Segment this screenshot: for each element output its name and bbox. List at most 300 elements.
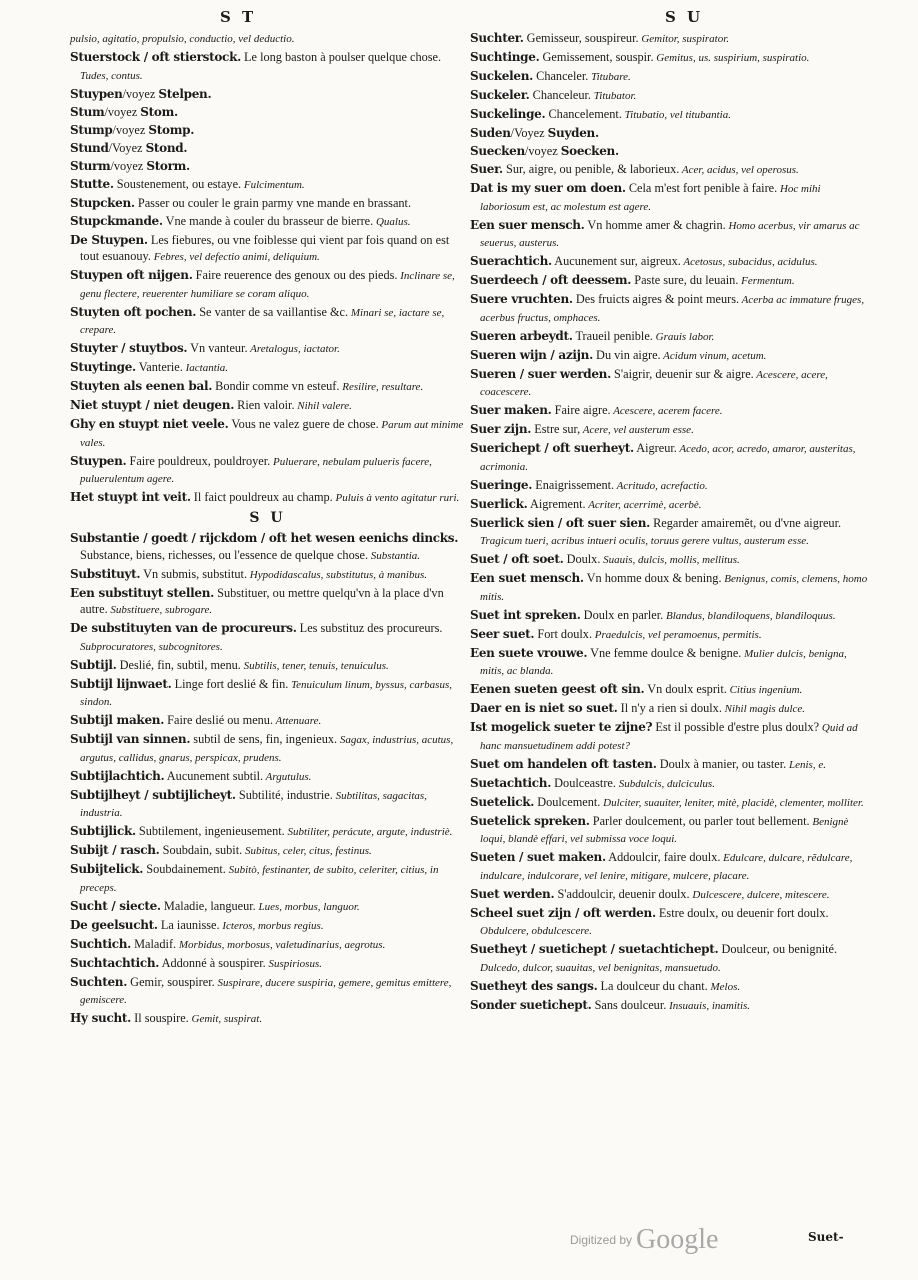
entry-latin: Blandus, blandiloquens, blandiloquus. xyxy=(663,609,836,622)
dictionary-entry xyxy=(470,217,870,252)
entry-headword: Het stuypt int veit. xyxy=(70,490,191,504)
dictionary-entry xyxy=(470,125,870,142)
dictionary-entry xyxy=(470,645,870,680)
entry-french: Doulceur, ou benignité. xyxy=(718,942,838,956)
entry-headword: Stuyter / stuytbos. xyxy=(70,341,188,355)
section-heading: S U xyxy=(249,509,286,526)
entry-latin: Puluis à vento agitatur ruri. xyxy=(332,492,460,504)
entry-headword: Suetachtich. xyxy=(470,775,552,790)
entry-latin: Icteros, morbus regius. xyxy=(219,919,324,932)
google-logo: Google xyxy=(636,1224,719,1255)
entry-headword: Scheel suet zijn / oft werden. xyxy=(470,905,656,920)
entry-french: Chancelement. xyxy=(545,107,622,121)
entry-french: Fort doulx. xyxy=(534,626,593,641)
entry-headword: Subtijl maken. xyxy=(70,713,165,727)
entry-latin: Citius ingenium. xyxy=(726,684,803,696)
entry-latin: Gemitor, suspirator. xyxy=(638,33,730,45)
entry-french: Vne mande à couler du brasseur de bierre. xyxy=(162,213,374,228)
entry-french: Maladif. xyxy=(131,936,177,951)
entry-latin: Insuauis, inamitis. xyxy=(666,999,751,1012)
entry-headword: Suet werden. xyxy=(470,886,555,901)
entry-latin: Attenuare. xyxy=(273,715,322,727)
entry-headword: Stutte. xyxy=(70,176,114,191)
entry-headword: Suchtich. xyxy=(70,936,132,951)
dictionary-entry xyxy=(70,122,465,139)
entry-headword: Suetelick. xyxy=(470,794,535,809)
entry-french: Vn doulx esprit. xyxy=(644,682,727,696)
entry-french: Se vanter de sa vaillantise &c. xyxy=(196,304,349,319)
entry-french: Parler doulcement, ou parler tout bellement. xyxy=(589,813,810,828)
entry-latin: Subdulcis, dulciculus. xyxy=(615,777,715,790)
dictionary-entry xyxy=(470,775,870,793)
right-column xyxy=(470,30,870,1016)
dictionary-entry xyxy=(470,402,870,420)
entry-french: Doulx. xyxy=(563,552,601,566)
dictionary-entry xyxy=(70,86,465,103)
dictionary-entry xyxy=(470,30,870,48)
entry-french: /voyez xyxy=(122,86,159,101)
entry-french: Soustenement, ou estaye. xyxy=(113,176,242,191)
entry-french: Vn submis, substitut. xyxy=(140,566,248,581)
entry-latin: Resilire, resultare. xyxy=(339,381,424,393)
dictionary-entry xyxy=(470,253,870,271)
entry-latin: Dulciter, suauiter, leniter, mitè, placidè, clementer, molliter. xyxy=(600,796,864,809)
entry-headword: Sueten / suet maken. xyxy=(470,850,606,864)
entry-french: Faire aigre. xyxy=(551,403,611,417)
entry-latin: Tragicum tueri, acribus intueri oculis, toruus gerere vultus, austerum esse. xyxy=(480,535,809,547)
entry-french: Est il possible d'estre plus doulx? xyxy=(652,720,820,734)
running-head-left: S T xyxy=(220,8,257,26)
entry-latin: Acriter, acerrimè, acerbè. xyxy=(585,498,702,511)
entry-latin: Titubare. xyxy=(588,71,631,83)
dictionary-entry xyxy=(470,886,870,904)
entry-latin: Homo acerbus, vir amarus ac seuerus, austerus. xyxy=(480,219,860,249)
entry-headword: Seer suet. xyxy=(470,626,535,641)
entry-french: Maladie, langueur. xyxy=(160,898,256,913)
entry-latin: Mulier dulcis, benigna, mitis, ac blanda. xyxy=(480,647,847,677)
entry-latin: Iactantia. xyxy=(182,362,229,374)
dictionary-entry xyxy=(70,585,465,619)
entry-french: Doulx en parler. xyxy=(580,607,664,622)
dictionary-entry xyxy=(70,104,465,121)
entry-latin: Subitò, festinanter, de subito, celeriter, citius, in preceps. xyxy=(80,864,439,894)
dictionary-entry xyxy=(470,700,870,718)
dictionary-entry xyxy=(470,49,870,67)
entry-latin: Minari se, iactare se, crepare. xyxy=(80,306,445,336)
entry-headword: Suet / oft soet. xyxy=(470,552,564,566)
dictionary-entry xyxy=(470,607,870,625)
entry-headword: Stuyten als eenen bal. xyxy=(70,379,213,393)
entry-headword: Suetheyt des sangs. xyxy=(470,978,598,993)
entry-headword: Subtijl van sinnen. xyxy=(70,732,191,746)
dictionary-entry xyxy=(470,421,870,439)
dictionary-entry xyxy=(470,180,870,215)
entry-french: Vn homme doux & bening. xyxy=(583,571,722,585)
entry-crossref: Storm. xyxy=(146,158,190,173)
dictionary-entry xyxy=(70,898,465,916)
entry-latin: Acedo, acor, acredo, amaror, austeritas, acrimonia. xyxy=(480,443,856,473)
entry-headword: Subtijlick. xyxy=(70,824,136,838)
entry-headword: Stuyten oft pochen. xyxy=(70,304,197,319)
left-column xyxy=(70,30,465,1029)
dictionary-entry xyxy=(70,530,465,564)
entry-french: Bondir comme vn esteuf. xyxy=(212,379,340,393)
entry-latin: Tenuiculum linum, byssus, carbasus, sindon. xyxy=(80,678,452,708)
entry-latin: Suspirare, ducere suspiria, gemere, gemitus emittere, gemiscere. xyxy=(80,976,452,1006)
entry-latin: Subprocuratores, subcognitores. xyxy=(80,640,223,653)
entry-french: Traueil penible. xyxy=(572,328,653,343)
entry-headword: Suetheyt / suetichept / suetachtichept. xyxy=(470,942,719,956)
entry-latin: Aretalogus, iactator. xyxy=(247,343,340,355)
entry-headword: Niet stuypt / niet deugen. xyxy=(70,398,235,412)
dictionary-entry xyxy=(70,397,465,415)
dictionary-entry xyxy=(70,566,465,584)
entry-french: La iaunisse. xyxy=(157,917,220,932)
entry-headword: Sueren / suer werden. xyxy=(470,366,611,381)
dictionary-entry xyxy=(470,68,870,86)
entry-headword: Subijt / rasch. xyxy=(70,843,160,857)
entry-headword: Stuypen xyxy=(70,86,123,101)
entry-headword: Substantie / goedt / rijckdom / oft het wesen eenichs dincks. xyxy=(70,531,459,545)
dictionary-entry xyxy=(70,140,465,157)
entry-latin: Subtilitas, sagacitas, industria. xyxy=(80,789,427,819)
dictionary-entry xyxy=(70,620,465,655)
entry-headword: Suchtinge. xyxy=(470,50,540,64)
entry-french: Substance, biens, richesses, ou l'essence de quelque chose. xyxy=(80,547,369,562)
entry-latin: Acerba ac immature fruges, acerbus fructus, omphaces. xyxy=(480,294,865,324)
entry-latin: Praedulcis, vel peramoenus, permitis. xyxy=(592,628,762,641)
dictionary-entry xyxy=(70,657,465,675)
dictionary-entry xyxy=(70,676,465,711)
entry-headword: Een suet mensch. xyxy=(470,571,584,585)
entry-latin: Tudes, contus. xyxy=(80,69,143,82)
entry-headword: Suckeler. xyxy=(470,88,530,102)
dictionary-entry xyxy=(470,719,870,754)
entry-latin: Obdulcere, obdulcescere. xyxy=(480,925,592,937)
entry-headword: Suer maken. xyxy=(470,403,552,417)
entry-latin: Suspiriosus. xyxy=(265,957,322,970)
entry-latin: Subtilis, tener, tenuis, tenuiculus. xyxy=(240,659,389,672)
entry-headword: Suerachtich. xyxy=(470,254,552,268)
entry-headword: Ist mogelick sueter te zijne? xyxy=(470,720,653,734)
dictionary-entry xyxy=(70,340,465,358)
dictionary-entry xyxy=(70,768,465,786)
entry-latin: Acescere, acere, coacescere. xyxy=(480,368,828,398)
dictionary-entry xyxy=(70,267,465,302)
entry-latin: Fulcimentum. xyxy=(241,178,305,191)
google-watermark xyxy=(570,1224,718,1256)
entry-french: Estre doulx, ou deuenir fort doulx. xyxy=(655,905,829,920)
entry-headword: Stuypen. xyxy=(70,453,127,468)
entry-headword: Daer en is niet so suet. xyxy=(470,701,618,715)
dictionary-entry xyxy=(70,49,465,84)
entry-latin: Edulcare, dulcare, rẽdulcare, indulcare, indulcorare, vel lenire, mitigare, mulcere, placare. xyxy=(480,852,853,882)
entry-french: Il souspire. xyxy=(131,1011,189,1025)
entry-headword: Sueren wijn / azijn. xyxy=(470,347,593,362)
entry-french: /voyez xyxy=(104,104,141,119)
entry-headword: Subtijlheyt / subtijlicheyt. xyxy=(70,787,236,802)
entry-french: Le long baston à poulser quelque chose. xyxy=(240,50,442,64)
entry-french: Sur, aigre, ou penible, & laborieux. xyxy=(502,162,680,176)
dictionary-entry xyxy=(470,551,870,569)
entry-french: Vanterie. xyxy=(135,360,183,374)
entry-french: /Voyez xyxy=(510,126,548,140)
entry-headword: De Stuypen. xyxy=(70,232,148,247)
dictionary-entry xyxy=(470,515,870,550)
dictionary-entry xyxy=(70,195,465,212)
dictionary-entry xyxy=(470,328,870,346)
entry-french: /voyez xyxy=(112,122,149,137)
entry-latin: Benignè loqui, blandè effari, vel submissa voce loqui. xyxy=(480,815,849,845)
dictionary-entry xyxy=(70,378,465,396)
entry-french: Doulceastre. xyxy=(551,775,616,790)
entry-french: Faire reuerence des genoux ou des pieds. xyxy=(192,268,398,282)
dictionary-entry xyxy=(470,813,870,848)
entry-headword: Suchtachtich. xyxy=(70,955,160,970)
entry-latin: Titubatio, vel titubantia. xyxy=(621,109,731,121)
dictionary-entry xyxy=(70,30,465,48)
entry-french: Addonné à souspirer. xyxy=(159,955,266,970)
dictionary-entry xyxy=(70,955,465,973)
entry-french: Addoulcir, faire doulx. xyxy=(605,850,721,864)
entry-headword: De substituyten van de procureurs. xyxy=(70,621,297,635)
entry-latin: Subitus, celer, citus, festinus. xyxy=(242,845,372,857)
entry-french: Faire deslié ou menu. xyxy=(164,713,274,727)
entry-french: Aucunement subtil. xyxy=(164,768,264,783)
entry-french: Subtilité, industrie. xyxy=(235,787,333,802)
entry-french: Chanceleur. xyxy=(529,88,592,102)
dictionary-entry xyxy=(470,477,870,495)
entry-headword: Sucht / siecte. xyxy=(70,898,161,913)
entry-latin: Puluerare, nebulam pulueris facere, puluerulentum agere. xyxy=(80,455,432,485)
entry-headword: Substituyt. xyxy=(70,566,141,581)
entry-french: Subtilement, ingenieusement. xyxy=(135,824,285,838)
entry-headword: Subijtelick. xyxy=(70,862,144,876)
dictionary-entry xyxy=(470,756,870,774)
entry-french: Faire pouldreux, pouldroyer. xyxy=(126,453,271,468)
running-head-right: S U xyxy=(665,8,704,26)
entry-french: Soubdainement. xyxy=(143,862,226,876)
entry-french: Du vin aigre. xyxy=(592,347,661,362)
entry-headword: Sueringe. xyxy=(470,477,533,492)
dictionary-entry xyxy=(70,974,465,1009)
entry-french: Vous ne valez guere de chose. xyxy=(228,417,379,431)
entry-headword: Stuerstock / oft stierstock. xyxy=(70,50,241,64)
entry-headword: Suer. xyxy=(470,162,503,176)
entry-crossref: Stelpen. xyxy=(158,86,212,101)
entry-latin: Qualus. xyxy=(373,215,411,228)
dictionary-entry xyxy=(470,626,870,644)
entry-headword: Een substituyt stellen. xyxy=(70,585,215,600)
entry-latin: Lues, morbus, languor. xyxy=(255,900,360,913)
entry-french: Il n'y a rien si doulx. xyxy=(617,701,722,715)
entry-french: Substituer, ou mettre quelqu'vn à la place d'vn autre. xyxy=(80,585,444,616)
entry-headword: Suecken xyxy=(470,144,525,158)
dictionary-entry xyxy=(470,440,870,475)
entry-french: Gemir, souspirer. xyxy=(127,974,215,989)
entry-french: Deslié, fin, subtil, menu. xyxy=(116,657,241,672)
entry-latin: Substituere, subrogare. xyxy=(107,604,213,616)
entry-french: La doulceur du chant. xyxy=(597,978,708,993)
entry-headword: Ghy en stuypt niet veele. xyxy=(70,417,229,431)
entry-headword: Suet int spreken. xyxy=(470,607,581,622)
dictionary-entry xyxy=(70,861,465,896)
entry-french: Passer ou couler le grain parmy vne mande en brassant. xyxy=(134,195,412,210)
dictionary-entry xyxy=(470,794,870,812)
dictionary-entry xyxy=(470,849,870,884)
entry-headword: Stuytinge. xyxy=(70,360,136,374)
dictionary-entry xyxy=(470,87,870,105)
entry-latin: Febres, vel defectio animi, deliquium. xyxy=(150,251,320,263)
entry-headword: Stump xyxy=(70,122,113,137)
dictionary-entry xyxy=(470,997,870,1015)
entry-latin: Acidum vinum, acetum. xyxy=(660,349,767,362)
entry-crossref: Stond. xyxy=(145,140,188,155)
entry-french: Aigrement. xyxy=(527,496,586,511)
entry-headword: Suckelinge. xyxy=(470,107,546,121)
entry-latin: Argutulus. xyxy=(263,770,312,783)
entry-french: Cela m'est fort penible à faire. xyxy=(625,181,778,195)
entry-french: Gemisseur, souspireur. xyxy=(523,31,639,45)
dictionary-entry xyxy=(470,143,870,160)
entry-headword: Suckelen. xyxy=(470,69,534,83)
entry-latin: Subtiliter, perácute, argute, industriè. xyxy=(284,826,453,838)
dictionary-entry xyxy=(470,347,870,365)
entry-headword: Suetelick spreken. xyxy=(470,813,590,828)
entry-latin: Quid ad hanc mansuetudinem addi potest? xyxy=(480,722,858,752)
entry-headword: Suden xyxy=(470,126,511,140)
entry-headword: Suerichept / oft suerheyt. xyxy=(470,441,634,455)
entry-french: Les fiebures, ou vne foiblesse qui vient par fois quand on est tout esuanouy. xyxy=(80,232,450,263)
entry-latin: Melos. xyxy=(707,980,741,993)
entry-latin: Morbidus, morbosus, valetudinarius, aegrotus. xyxy=(176,938,386,951)
entry-latin: Gemit, suspirat. xyxy=(188,1013,263,1025)
entry-french: S'aigrir, deuenir sur & aigre. xyxy=(610,366,754,381)
dictionary-entry xyxy=(70,917,465,935)
dictionary-entry xyxy=(70,359,465,377)
entry-french: subtil de sens, fin, ingenieux. xyxy=(190,732,338,746)
entry-headword: Een suer mensch. xyxy=(470,217,585,232)
dictionary-entry xyxy=(70,232,465,266)
entry-headword: Dat is my suer om doen. xyxy=(470,181,626,195)
entry-french: Vn homme amer & chagrin. xyxy=(584,217,726,232)
dictionary-entry xyxy=(70,416,465,451)
entry-french: Doulx à manier, ou taster. xyxy=(656,756,787,771)
dictionary-entry xyxy=(70,842,465,860)
entry-headword: Subtijl lijnwaet. xyxy=(70,676,172,691)
entry-french: Aigreur. xyxy=(633,441,677,455)
entry-headword: Sturm xyxy=(70,158,111,173)
entry-latin: Hypodidascalus, substitutus, à manibus. xyxy=(247,568,428,581)
entry-latin: Titubator. xyxy=(591,90,637,102)
entry-latin: Acescere, acerem facere. xyxy=(610,405,723,417)
digitized-by-label: Digitized by xyxy=(570,1233,633,1247)
entry-latin: Acere, vel austerum esse. xyxy=(580,424,694,436)
entry-french: Enaigrissement. xyxy=(532,477,615,492)
entry-headword: Eenen sueten geest oft sin. xyxy=(470,682,645,696)
catchword: Suet- xyxy=(808,1230,844,1244)
entry-latin: Fermentum. xyxy=(738,275,795,287)
entry-french: Aucunement sur, aigreux. xyxy=(551,254,681,268)
dictionary-entry xyxy=(70,712,465,730)
entry-french: Gemissement, souspir. xyxy=(539,50,654,64)
dictionary-entry xyxy=(70,489,465,507)
dictionary-entry xyxy=(70,936,465,954)
entry-headword: Suchter. xyxy=(470,31,524,45)
entry-french: /voyez xyxy=(524,144,561,158)
entry-headword: Subtijlachtich. xyxy=(70,768,165,783)
dictionary-entry xyxy=(70,213,465,231)
entry-latin: Lenis, e. xyxy=(786,758,826,771)
entry-headword: Suerlick sien / oft suer sien. xyxy=(470,515,651,530)
entry-headword: Hy sucht. xyxy=(70,1011,132,1025)
entry-latin: Parum aut minime vales. xyxy=(80,419,464,449)
entry-latin: Acer, acidus, vel operosus. xyxy=(679,164,799,176)
entry-latin: Grauis labor. xyxy=(652,330,715,343)
entry-latin: Hoc mihi laboriosum est, ac molestum est agere. xyxy=(480,183,821,213)
dictionary-entry xyxy=(470,941,870,976)
dictionary-entry xyxy=(470,905,870,940)
entry-latin: Dulcescere, dulcere, mitescere. xyxy=(689,888,830,901)
dictionary-entry xyxy=(70,823,465,841)
dictionary-entry xyxy=(70,158,465,175)
entry-headword: Stuypen oft nijgen. xyxy=(70,268,193,282)
dictionary-entry xyxy=(470,161,870,179)
entry-latin: Inclinare se, genu flectere, reuerenter humiliare se coram aliquo. xyxy=(80,270,455,300)
entry-latin: Gemitus, us. suspirium, suspiratio. xyxy=(653,52,810,64)
entry-crossref: Stomp. xyxy=(148,122,195,137)
dictionary-entry xyxy=(470,681,870,699)
entry-latin: Benignus, comis, clemens, homo mitis. xyxy=(480,573,868,603)
dictionary-entry xyxy=(70,731,465,766)
entry-french: Linge fort deslié & fin. xyxy=(171,676,289,691)
entry-headword: Stum xyxy=(70,104,105,119)
entry-french: Regarder amairemẽt, ou d'vne aigreur. xyxy=(650,515,842,530)
entry-latin: Acetosus, subacidus, acidulus. xyxy=(680,256,818,268)
entry-french: Paste sure, du leuain. xyxy=(631,273,739,287)
entry-headword: Suer zijn. xyxy=(470,422,532,436)
entry-headword: Een suete vrouwe. xyxy=(470,645,588,660)
entry-latin: Dulcedo, dulcor, suauitas, vel benignitas, mansuetudo. xyxy=(480,961,721,974)
entry-headword: Suerlick. xyxy=(470,496,528,511)
entry-headword: Subtijl. xyxy=(70,657,117,672)
entry-headword: Stupcken. xyxy=(70,195,135,210)
entry-headword: Stund xyxy=(70,140,109,155)
dictionary-entry xyxy=(470,272,870,290)
entry-latin: Sagax, industrius, acutus, argutus, callidus, gnarus, perspicax, prudens. xyxy=(80,734,454,764)
dictionary-entry xyxy=(470,366,870,401)
entry-crossref: Stom. xyxy=(140,104,178,119)
dictionary-entry xyxy=(470,978,870,996)
dictionary-entry xyxy=(70,1010,465,1028)
entry-latin: Acritudo, acrefactio. xyxy=(614,479,708,492)
entry-french: Vn vanteur. xyxy=(187,341,248,355)
entry-french: Estre sur, xyxy=(531,422,581,436)
entry-headword: Sueren arbeydt. xyxy=(470,328,573,343)
dictionary-entry xyxy=(70,787,465,822)
entry-french: Soubdain, subit. xyxy=(159,843,243,857)
entry-french: Doulcement. xyxy=(534,794,601,809)
entry-latin: Suauis, dulcis, mollis, mellitus. xyxy=(600,554,740,566)
entry-french: Sans doulceur. xyxy=(591,997,667,1012)
entry-latin: Nihil magis dulce. xyxy=(721,703,806,715)
entry-french: /voyez xyxy=(110,158,147,173)
entry-french: Des fruicts aigres & point meurs. xyxy=(572,292,740,306)
entry-latin: Substantia. xyxy=(368,549,420,562)
dictionary-entry xyxy=(70,453,465,488)
entry-french: S'addoulcir, deuenir doulx. xyxy=(554,886,690,901)
entry-headword: De geelsucht. xyxy=(70,917,158,932)
